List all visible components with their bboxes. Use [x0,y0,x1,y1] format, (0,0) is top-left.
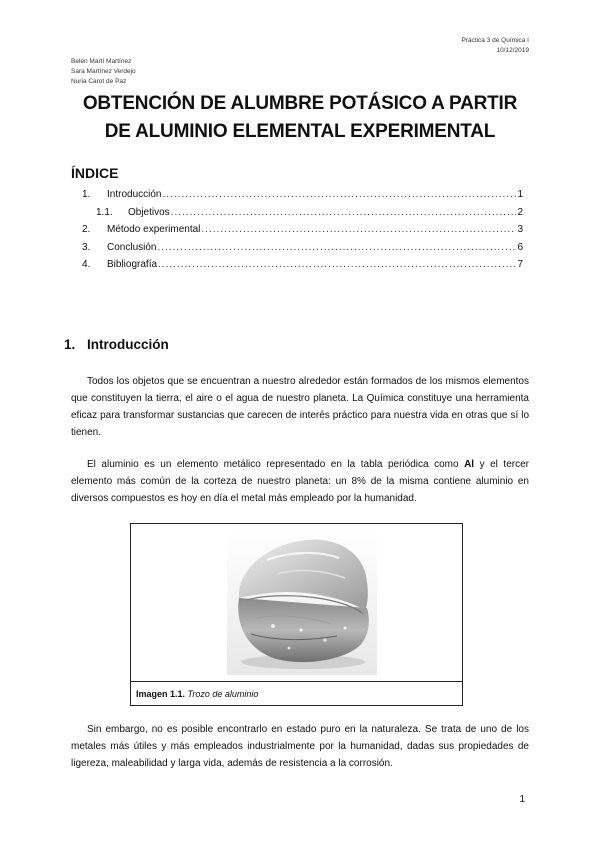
toc-entry-metodo[interactable] [71,221,523,239]
toc-entry-number: 3. [82,241,91,253]
section-heading [64,337,169,352]
figure-caption-text: Trozo de aluminio [187,689,259,699]
figure-label: Imagen 1.1. [136,689,186,699]
toc-entry-objetivos[interactable] [71,204,523,222]
paragraph: Sin embargo, no es posible encontrarlo en estado puro en la naturaleza. Se trata de uno de los metales más útiles y más empleados industrialmente por la humanidad, dadas sus propiedades de ligereza, maleabilidad y larga vida, además de resistencia a la corrosión. [71,724,529,769]
toc-entry-number: 1. [82,189,91,200]
toc-leader-dots [201,221,516,239]
date-label: 10/12/2019 [496,47,529,54]
toc-leader-dots [158,256,516,274]
toc-leader-dots [162,186,516,204]
figure-box [130,523,463,706]
toc-entry-label: Introducción [107,189,162,200]
toc-entry-number: 2. [82,224,91,235]
author-name: Nuria Carot de Paz [71,78,127,85]
toc-entry-label: Conclusión [107,241,157,253]
paragraph: Todos los objetos que se encuentran a nuestro alrededor están formados de los mismos elementos que constituyen la tierra, el aire o el agua de nuestro planeta. La Química constituye una herramienta eficaz para transformar sustancias que carecen de interés práctico para nuestra vida en otras que sí lo tienen. [71,376,529,438]
section-title: Introducción [87,337,169,352]
toc-entry-page: 3 [517,224,523,235]
toc-leader-dots [157,239,516,257]
element-symbol: Al [464,459,475,470]
title-line: DE ALUMINIO ELEMENTAL EXPERIMENTAL [104,121,496,142]
page-number: 1 [519,794,525,805]
toc-heading: ÍNDICE [71,165,119,181]
author-list [71,57,136,87]
toc-leader-dots [171,204,517,222]
toc-entry-introduccion[interactable] [71,186,523,204]
toc-entry-label: Objetivos [128,206,170,218]
figure-caption [131,681,462,705]
toc-entry-conclusion[interactable] [71,239,523,257]
aluminium-chunk-image [227,530,377,675]
paragraph-text: El aluminio es un elemento metálico representado en la tabla periódica como [87,459,465,470]
page-header [461,36,529,56]
title-line: OBTENCIÓN DE ALUMBRE POTÁSICO A PARTIR [82,93,518,114]
paragraph-text: y el tercer elemento más común de la corteza de nuestro planeta: un 8% de la misma contiene aluminio en diversos compuestos es hoy en día el metal más empleado por la humanidad. [71,459,529,504]
toc-entry-label: Método experimental [107,224,201,235]
toc-entry-number: 1.1. [96,206,113,218]
table-of-contents [71,186,523,274]
toc-entry-page: 7 [517,259,523,270]
toc-entry-page: 6 [517,241,523,253]
paragraph [71,456,529,507]
toc-entry-label: Bibliografía [107,259,158,270]
toc-entry-page: 1 [517,189,523,200]
author-name: Belén Martí Martínez [71,58,132,65]
document-title [60,90,540,146]
toc-entry-bibliografia[interactable] [71,256,523,274]
author-name: Sara Martínez Verdejo [71,68,136,75]
course-label: Práctica 3 de Química I [461,37,529,44]
toc-entry-number: 4. [82,259,91,270]
toc-entry-page: 2 [517,206,523,218]
section-number: 1. [64,337,76,352]
